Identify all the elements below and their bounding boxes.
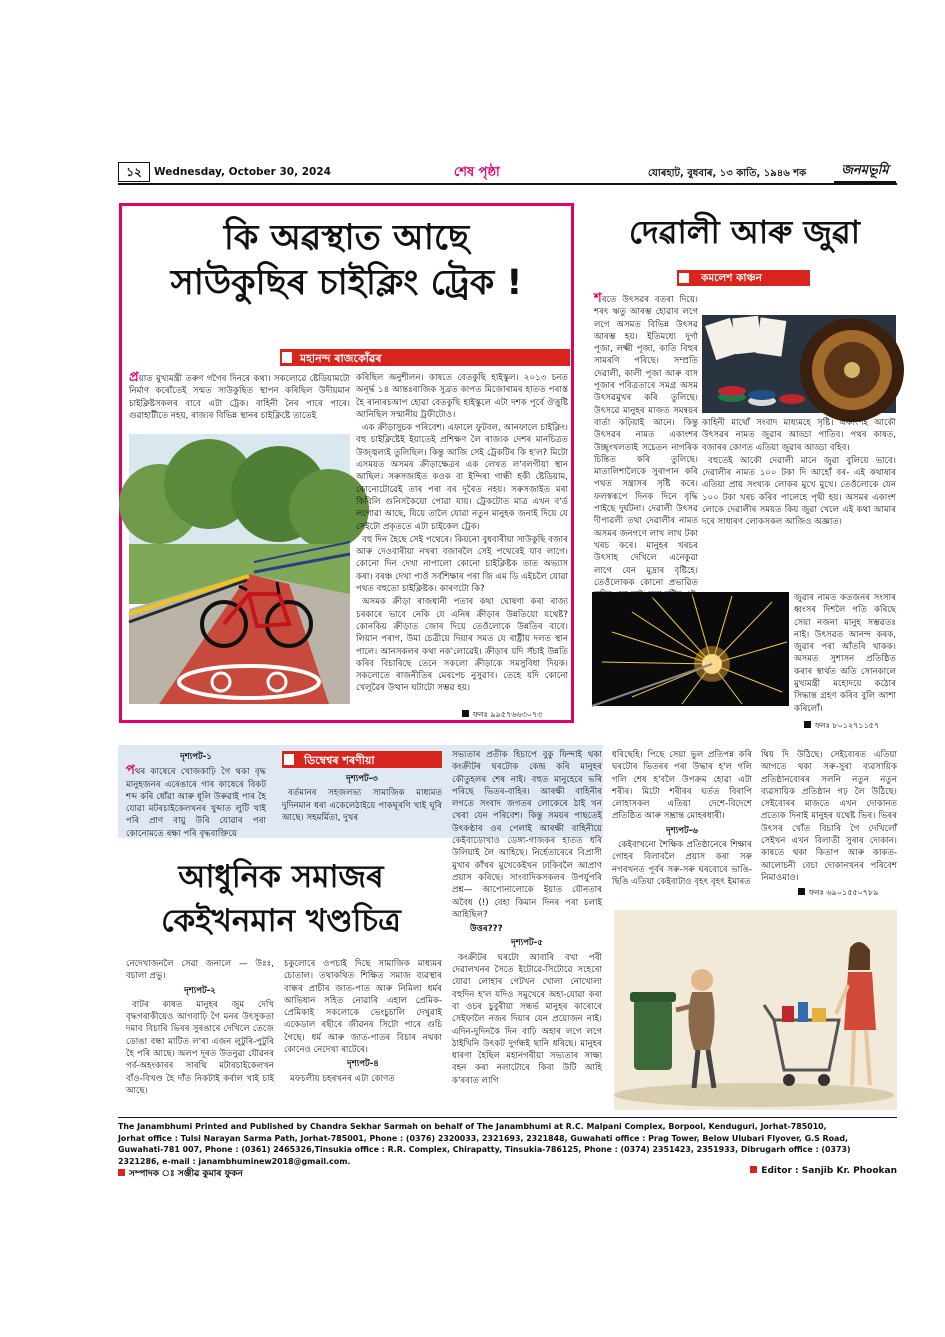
logo: জনমভূমি	[834, 161, 896, 184]
author-name: ডিম্বেশ্বৰ শৰণীয়া	[304, 754, 375, 767]
article2-phone: ফনঃ ৮০১২৭১১৫৭	[804, 721, 879, 731]
date-assamese: যোৰহাট, বুধবাৰ, ১৩ কাতি, ১৯৪৬ শক	[648, 168, 807, 179]
sparkler-photo	[592, 592, 789, 706]
date-english: Wednesday, October 30, 2024	[154, 166, 331, 178]
header-rule	[118, 183, 897, 185]
article1-phone: ফনঃ ৯৯৫৭৬৬৩০৭৩	[462, 710, 542, 720]
editor-assamese: সম্পাদক ঃ সঞ্জীৱ কুমাৰ ফুকন	[118, 1166, 243, 1181]
editor-english: Editor : Sanjib Kr. Phookan	[750, 1166, 897, 1176]
article-modern-society	[118, 745, 897, 1115]
imprint-line2: Jorhat office : Tulsi Narayan Sarma Path, Jorhat-785001, Phone : (0376) 2320033, 2321693, 2321848, Guwahati office : Prag Tower, Below Ulubari Flyover, G.S Road,	[118, 1133, 848, 1143]
scene-heading: দৃশ্যপট-৩	[346, 774, 378, 784]
article3-col1-lower: নেদেখাজনলৈ সেৱা জনালে — উঃঃ, বচালা প্ৰভু। দৃশ্যপট-২ বাটৰ কাষত মানুহৰ জুম দেখি বৃদ্ধগৰাকীয়েও আগবাঢ়ি গৈ মনৰ উৎসুকতা দমাব বিচাৰি ভিৰৰ সুৰঙাৰে দেখিলে তেজে ডোঙা বন্ধা মাটিত ল'ৰা এজন লুটুৰি-পুটুৰি হৈ পৰি আছে। অলপ দূৰত উতনুৱা যৌৱনৰ গৰ্ব-অহংকাৰৰ সাৰথি মটাৰচাইকেলখন বাঁও-বিখণ্ড হৈ দাঁত নিকটাই কৰ্বাল খাই চাই আছে।	[126, 959, 274, 1096]
imprint-line4: 2321286, e-mail : janambhuminew2018@gmail.com.	[118, 1156, 351, 1166]
article2-right-text	[792, 293, 897, 315]
masthead	[118, 160, 897, 186]
author-strip	[280, 349, 570, 366]
imprint-line1: The Janambhumi Printed and Published by Chandra Sekhar Sarmah on behalf of The Janambhumi at R.C. Malpani Complex, Borpool, Kenduguri, Jorhat-785010,	[118, 1122, 827, 1131]
casino-photo	[702, 315, 896, 413]
article3-col5-text: থিয় দি উঠিছে। সেইবোৰত এতিয়া আগতে থকা সৰু-সুৰা ব্যৱসায়িক প্ৰতিষ্ঠানবোৰৰ সলনি নতুন নতুন ব্যৱসায়িক প্ৰতিষ্ঠান গঢ় লৈ উঠিছে। সেইবোৰৰ মাজতে এখন দোকানত প্ৰত্যেক দিনাই মানুহৰ যথেষ্ট ভিৰ। ভিৰৰ উৎসৰ খোঁত বিচাৰি গৈ দেখিলোঁ সেইখন এখন বিলাতী সুৰাৰ দোকান। কাষতে থকা কিতাপ আৰু কাকত-আলোচনী বেচা দোকানখনৰ পৰিবেশ নিমাওমাও।	[761, 750, 897, 883]
article2-headline: দেৱালী আৰু জুৱা	[628, 213, 861, 251]
article1-col1-text: প্ৰয়াত মুখ্যমন্ত্ৰী তৰুণ গগৈৰ দিনৰে কথা। সকলোৱে ষ্টেডিয়ামটো নিৰ্মাণ কৰোঁতেই সন্মত সাউকুছিত স্থাপন কৰিছিল উদীয়মান চাইক্লিষ্টসকলৰ বাবে এটা ট্ৰেক। বাহিনী নৈৰ পাৰে পাৰে। গুৱাহাটীতে নহয়, ৰাজ্যৰ বিভিন্ন স্থানৰ চাইক্লিষ্টে তাতেই	[129, 370, 350, 421]
article1-headline	[122, 216, 571, 306]
scene-heading: দৃশ্যপট-৪	[347, 1059, 379, 1070]
article3-col2-lower: চকুলোৰে ওপচাই দিছে সামাজিক মাধ্যমৰ চোতাল। তথাকথিত শিক্ষিত সমাজ ব্যৱস্থাৰ বান্ধৰ প্ৰাচীৰ জাত-পাত আৰু নিমিলা ধৰ্মৰ আভিধান সহিত নোৱাৰি এহাল প্ৰেমিক-প্ৰেমিকাই সকলোকে ভেংচুচালি দেখুৱাই একেডাল ৰছীৰে জীৱনৰ সিটো পাৰে গুচি গৈছে। ধৰ্ম আৰু জাত-পাতৰ বিচাৰ নথকা কোনেও নেদেখা ৰাটেৰে। দৃশ্যপট-৪ মফচলীয় চহৰখনৰ এটা কোণত	[284, 959, 442, 1084]
article3-col3-text: সভ্যতাৰ প্ৰতীক হিচাপে বুকু ফিন্দাই থকা কংক্ৰীটৰ ঘৰটোক কেন্দ্ৰ কৰি মানুহৰ কৌতুহলৰ শেষ নাই। বহুত মানুহেৰে ভৰি পৰিছে ভিতৰ-বাহিৰ। আৰক্ষী বাহিনীৰ লগতে সংবাদ জগতৰ লোকেৰে ঠাই খন খেৰা যেন পৰিবেশ। কিন্তু সময়ৰ পাছতেই উৎকণ্ঠাৰ ওৰ পেলাই আৰক্ষী বাহিনীয়ে কেইবাডোখাও ডেঙ্গা-গাজকৰ হাতত ধৰি উলিয়াই লৈ আহিছে। নিৰ্হেতাৰেৰে বিপ্ৰাসী মুখাৰ কাঁখৰ মুখেকেইখন ঢাকিবলৈ আপ্ৰাণ প্ৰয়াস কৰিছে। সাংবাদিকসকলৰ উপৰ্যুপৰি প্ৰশ্ন— আপোনালোকে ইয়াত যৌনতাৰ অবৈধ (!) বেহা কিমান দিনৰ পৰা চলাই আহিছিল? উত্তৰ??? দৃশ্যপট-৫ কংক্ৰীটৰ ঘৰটো আবাৰি বখা পৰী দেৱালখনৰ সৈতে ইটোৱে-সিটোৱে সহেৰো যোৱা লোহাৰ গেটখন খোলা নোখোলা বহুদিন হ'ল যদিও সমুখেৰে অহা-যোৱা কৰা বা ওচৰ চুবুৰীয়া সন্ধৰ্ভ মানুহৰ কাৰোৰে সেইফালৈ নজৰ দিয়াৰ যেন প্ৰয়োজন নাই। এদিন-দুদিনকৈ দিন বাঢ়ি অহাৰ লগে লগে ঠাইখিনি উৎকট দুৰ্গন্ধই ছানি ধৰিছে। মানুহৰ ধাৰণা হৈছিল মহানগৰীয়া সভ্যতাৰ সাক্ষ্য বহন কৰা নলাটোৰে কিবা উটি আহি ক'ৰবাত লাগি	[452, 750, 602, 1086]
headline-line1: কি অৱস্থাত আছে	[223, 218, 470, 258]
editor-line	[118, 1166, 897, 1180]
imprint-line3: Guwahati-781 007, Phone : (0361) 2465326,Tinsukia office : R.R. Complex, Chirapatty, Tinsukia-786125, Phone : (0374) 2351423, 2351933, Dibrugarh office : (0373)	[118, 1145, 851, 1154]
scene-heading: দৃশ্যপট-১	[180, 752, 212, 762]
article2-col3-text: জুৱাৰ নামত কতজনৰ সংসাৰ ধ্বংসৰ দিশলৈ গতি কৰিছে সেয়া নজনা মানুহ সম্ভৱতঃ নাই। উৎসৱত আনন্দ কৰক, জুৱাৰ পৰা আঁতৰি থাকক। অসমত সুশাসন প্ৰতিষ্ঠিত কৰাৰ স্বাৰ্থত অতি সোনকালে মুখ্যমন্ত্ৰী মহোদয়ে কঠোৰ সিদ্ধান্ত গ্ৰহণ কৰিব বুলি আশা কৰিলোঁ।	[794, 593, 896, 714]
article3-col2-text: দৃশ্যপট-৩ বৰ্তমানৰ সহজলভ্য সামাজিক মাধ্যমত দুদিনমান ধৰা একেলেঠাইয়ে পাকঘূৰণি খাই ঘূৰি আছে। সহমৰ্মিতা, দুখৰ	[282, 774, 442, 823]
author-name: মহানন্দ ৰাজকোঁৱৰ	[300, 352, 382, 365]
article3-headline	[118, 855, 444, 943]
answer-text: উত্তৰ???	[470, 924, 503, 935]
article1-col2-text: কৰিছিল অনুশীলন। কাষতে বেতকুছি হাইস্কুল। ২০১৩ চনত অনূৰ্দ্ধ ১৪ আন্তঃৰাজিক সুব্ৰত কাপত মিজোৰামৰ হাতত পৰাস্ত হৈ ৰানাৰচআপ হোৱা বেতকুছি হাইস্কুলে এটা দশক পূৰ্বে ঔত্তুষ্টি আনিছিল সন্মানীয় ট্ৰফীটোও। এক ক্ৰীড়াসুচক পৰিবেশ। এফালে ফুটবল, আনফালে চাইক্লিং। বহু চাইক্লিষ্টেই ইয়াতেই প্ৰশিক্ষণ লৈ ৰাজ্যক দেশৰ মানচিত্ৰত উজ্জ্বল্যই তুলিছিল। কিন্তু আজি সেই ট্ৰেকটিৰ কি হ'ল? মিটো এসময়ত অসমৰ ক্ৰীড়াক্ষেত্ৰৰ এক লেখত ল'বলগীয়া স্থান আছিল। সৰুসজাইত কওক বা ইন্দিৰা গান্ধী হকী ষ্টেডিয়াম, কোনোটোৱেই তাৰ পৰা বৰ দূৰৈত নহয়। সৰুসজাইত মৰা কিবিলি গুনিসকৈয়ো পোৱা যায়। ট্ৰেকটোত মাত্ৰ এখন ব'ৰ্ড লগোৱা আছে, যিয়ে তালৈ যোৱা নতুন মানুহক জনাই দিয়ে যে সেইটো প্ৰকৃততে এটা চাইকেল ট্ৰেক। বহু দিন হৈছে সেই পথেৰে। কিয়নো বুধবাৰীয়া সাউকুছি বজাৰ আৰু দেওবাৰীয়া নখৰা বজাৰলৈ সেই পথেৰেই যাব লাগে। কোনো দিন দেখা নাপালো কোনো চাইক্লিষ্টক তাত অভ্যাস কৰা। বৰঞ্চ দেখা পাওঁ সৰ্বশিক্ষাৰ পৰা জি এম ডি এইচলৈ যোৱা পথত বহুতো চাইক্লিষ্টক। কাৰণটো কি? অসমক ক্ৰীড়া ৰাজধানী পতাৰ কথা ঘোষণা কৰা ৰাজ্য চৰকাৰে ভাবে নেকি যে এনিষ ক্ৰীড়াৰ উন্নতিয়ো যথেষ্ট? কোনকিয় ক্ৰীড়াত জোৰ দিয়ে তেওঁলোকে উন্নতিৰ বাবে। লিয়ান পৰাগ, উমা চেত্ৰীয়ে দিয়াৰ সমত যে ৰাষ্ট্ৰীয় দলত স্থান পালে। আনসকলৰ কথা নক'লোৱেই। ক্ৰীড়াৰ যদি সঁচাই উন্নতি কৰিব বিচাৰিছে তেনে সকলো ক্ৰীড়াকে সমসুবিধা দিয়ক। সকলোতে ৰাজনীতিৰ মেৰপেচ নুসুৱাব। তেহে যদি কোনো খেলুৱৈৰ উত্থান ঘটাটো সম্ভৱ হয়।	[356, 373, 568, 694]
section-title: শেষ পৃষ্ঠা	[454, 165, 500, 180]
author-strip	[677, 270, 810, 286]
drop-cap: প্ৰ	[129, 370, 139, 385]
article2-col1-text: শৰতে উৎসৱৰ বতৰা দিয়ে। শৰৎ ঋতু আৰম্ভ হোৱাৰ লগে লগে অসমত বিভিন্ন উৎসৱ আৰম্ভ হয়। ইতিমধ্যে দুৰ্গা পূজা, লক্ষ্মী পূজা, কাতি বিহুৰ সামৰণি পৰিছে। সম্প্ৰতি দেৱালী, কালী পূজা আৰু বাস পূজাৰ পবিত্ৰতাৰে সমগ্ৰ অসম উৎসৱমুখৰ কৰি তুলিছে। উৎসৱে মানুহৰ মাজত সমন্বয়ৰ বাৰ্তা কঢ়িয়াই আনে। কিন্তু উৎসৱৰ নামত একাংশৰ উচ্ছৃংখলতাই সচেতন নাগৰিক চিন্তিত কৰি তুলিছে। মাতালিশালৈকে সুৰাপান কৰি পথত সন্ত্ৰাসৰ সৃষ্টি কৰে। ফলস্বৰূপে দিনক দিনে বৃদ্ধি পাইছে দুৰ্ঘটনা। দেৱালী উৎসৱ দীপাৱলী তথা দেৱালীৰ নামত অসমৰ জনগণে লাখ লাখ টকা খৰচ কৰে। মানুহৰ খৰচৰ উৎসাহ দেখিলে এনেকুৱা লাগে যেন মুদ্ৰাৰ বৃষ্টিহে। তেওঁলোকক কোনো প্ৰভাৱিত কৰিব পৰা নাই। মুদ্ৰা বৃষ্টিৰ এই	[594, 291, 698, 601]
headline-line1: আধুনিক সমাজৰ	[178, 859, 384, 895]
headline-line2: সাউকুছিৰ চাইক্লিং ট্ৰেক !	[170, 263, 523, 303]
author-name: কমলেশ কাঞ্চন	[701, 272, 762, 284]
page-number: ১২	[118, 162, 150, 182]
article3-col4-text: ধৰিছেহি। পিছে সেয়া ভুল প্ৰতিপন্ন কৰি ঘৰটোৰ ভিতৰৰ পৰা উদ্ধাৰ হ'ল গলি গলি শেষ হ'বলৈ উপক্ৰম হোৱা এটা শৰীৰ। মিটো শৰীৰৰ ঘৰ্তত বিৰাপি লোহাসকল এতিয়া দেশে-বিদেশে প্ৰতিষ্ঠিত আৰু সম্ভ্ৰান্ত মোহৰধাৰী। দৃশ্যপট-৬ কেইবাখনো শৈক্ষিক প্ৰতিষ্ঠানেৰে শিক্ষাৰ পোহৰ বিলাবলৈ প্ৰয়াস কৰা সৰু নগৰখনত পূৰ্বৰ সৰু-সৰু ঘৰবোৰে ভাঙি-ছিঙি এতিয়া কেইবাটাও বৃহৎ বৃহৎ ইমাৰত	[612, 750, 752, 887]
article3-phone: ফনঃ ৬৯০১৫৫০৭৮৯	[798, 888, 878, 898]
article2-col2-lower: কাহিনী মাথোঁ সংবাদ মাধ্যমহে সৃষ্টি। একাংশই আকৌ উৎসৱৰ নামত জুৱাৰ আড্ডা পাতিব। পথৰ কাষত, বজাৰৰ কোণত এতিয়া জুৱাৰ আড্ডা বহিব। বহুতেই আকৌ দেৱালী মানে জুৱা বুলিয়ে ভাবে। দেৱালীৰ নামত ১০০ টকা দি আহোঁ বৰ- এই কথাষাৰ এতিয়া প্ৰায় সংখ্যক লোকৰ মুখে মুখে। তেওঁলোকে যেন ১০০ টকা খৰচ কৰিব পালেহে পৃথী হয়। অসমৰ একাংশ লোকে দেৱালীৰ সময়ত কিয় জুৱা খেলে এই কথা আমাৰ দৰে সাধাৰণ লোকসকল আজিও অজ্ঞাত।	[702, 418, 896, 528]
article-diwali-gambling	[592, 203, 897, 738]
scene-heading: দৃশ্যপট-৬	[666, 825, 698, 836]
scene-heading: দৃশ্যপট-২	[184, 985, 216, 996]
article3-col1-text: দৃশ্যপট-১ পথৰ কাষেৰে খোজকাঢ়ি গৈ থকা বৃদ্ধ মানুহজনৰ এৰেঙাৰে গাৰ কাষেৰে বিকট শব্দ কৰি ধোঁৱা আৰু ধূলি উৰুৱাই পাৰ হৈ যোৱা মটৰচাইকেলখনৰ খুব্দাত লুটি খাই পৰি প্ৰাণ বায়ু উৰি যোৱাৰ পৰা কোনোমতে ৰক্ষা পৰি বৃদ্ধবাক্তিয়ে	[126, 752, 266, 839]
author-strip	[282, 751, 442, 768]
cycle-track-photo	[129, 434, 350, 704]
cartoon-illustration	[614, 910, 897, 1110]
headline-line2: কেইখনমান খণ্ডচিত্ৰ	[161, 903, 401, 939]
article-cycling-track	[119, 203, 574, 723]
drop-cap: প	[126, 763, 135, 779]
drop-cap: শ	[594, 291, 602, 306]
scene-heading: দৃশ্যপট-৫	[511, 938, 543, 949]
